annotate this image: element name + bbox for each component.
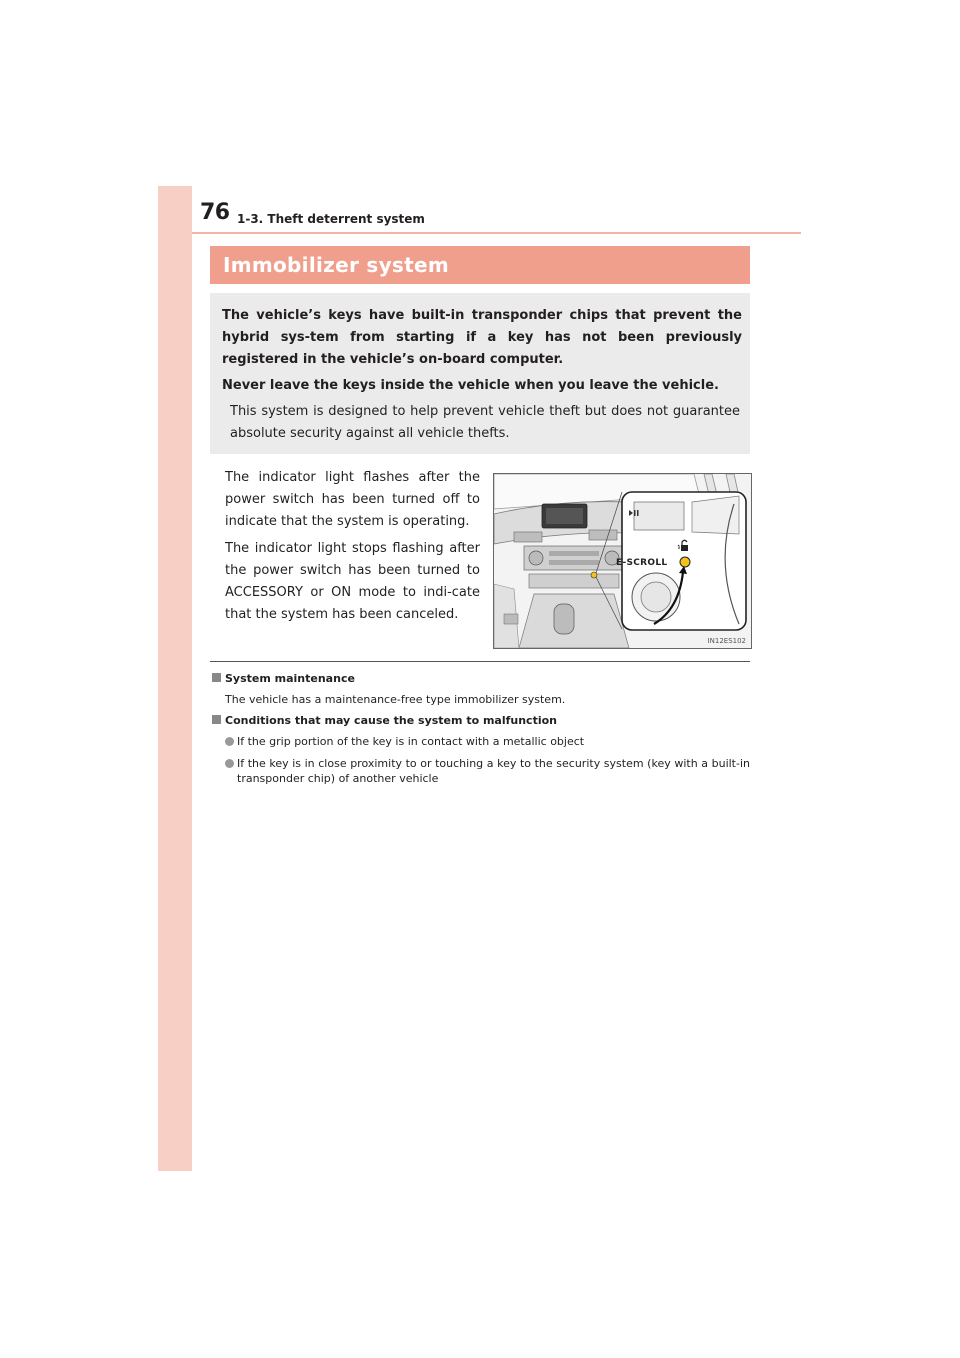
maintenance-heading-text: System maintenance xyxy=(225,672,355,685)
list-item-text: If the key is in close proximity to or touching a key to the security system (key with a built-in transponder chip) of another vehicle xyxy=(237,757,750,785)
intro-note: This system is designed to help prevent vehicle theft but does not guarantee absolute security against all vehicle thefts. xyxy=(230,404,740,441)
notes-divider xyxy=(210,661,750,662)
square-bullet-icon xyxy=(212,673,221,682)
list-item xyxy=(225,734,750,749)
intro-box xyxy=(210,293,750,454)
page-number: 76 xyxy=(200,200,230,225)
indicator-flash-text: The indicator light flashes after the power switch has been turned off to indicate that the system is operating. xyxy=(225,470,480,529)
page-title: Immobilizer system xyxy=(223,253,449,277)
indicator-stop-text: The indicator light stops flashing after the power switch has been turned to ACCESSORY or ON mode to indi-cate that the system has been canceled. xyxy=(225,541,480,622)
malfunction-heading xyxy=(212,714,557,727)
maintenance-heading xyxy=(212,672,355,685)
figure-code: IN12ES102 xyxy=(707,637,746,645)
intro-warning: Never leave the keys inside the vehicle when you leave the vehicle. xyxy=(222,378,719,393)
header-divider xyxy=(192,232,801,234)
section-title: 1-3. Theft deterrent system xyxy=(237,212,425,226)
maintenance-text: The vehicle has a maintenance-free type immobilizer system. xyxy=(225,693,566,706)
circle-bullet-icon xyxy=(225,737,234,746)
circle-bullet-icon xyxy=(225,759,234,768)
square-bullet-icon xyxy=(212,715,221,724)
malfunction-heading-text: Conditions that may cause the system to malfunction xyxy=(225,714,557,727)
intro-paragraph: The vehicle’s keys have built-in transponder chips that prevent the hybrid sys-tem from starting if a key has not been previously registered in the vehicle’s on-board computer. xyxy=(222,308,742,367)
e-scroll-label: E-SCROLL xyxy=(616,558,668,568)
chapter-side-tab xyxy=(158,186,192,1171)
list-item-text: If the grip portion of the key is in contact with a metallic object xyxy=(237,735,585,748)
page-title-bar xyxy=(210,246,750,284)
list-item xyxy=(225,756,750,786)
dashboard-illustration xyxy=(493,473,752,649)
